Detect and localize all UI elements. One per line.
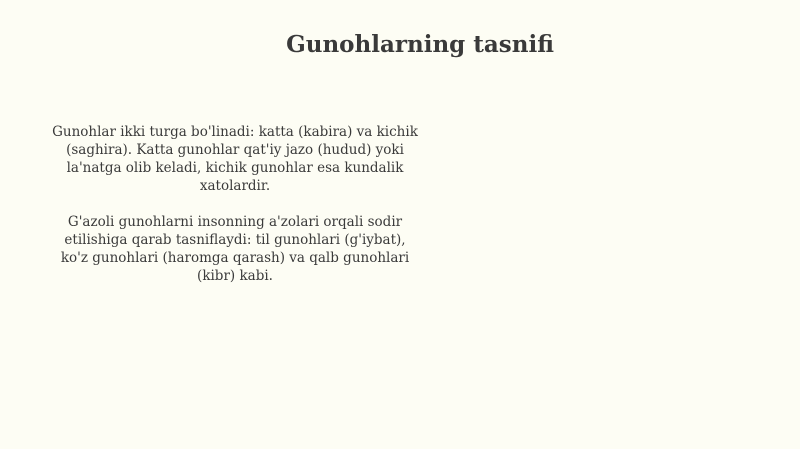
paragraph-sin-types: Gunohlar ikki turga bo'linadi: katta (kabira) va kichik (saghira). Katta gunohlar qat'iy jazo (hudud) yoki la'natga olib keladi, kichik gunohlar esa kundalik xatolardir.	[52, 124, 418, 194]
paragraph-ghazali-classification: G'azoli gunohlarni insonning a'zolari orqali sodir etilishiga qarab tasniflaydi: til gunohlari (g'iybat), ko'z gunohlari (haromga qarash) va qalb gunohlari (kibr) kabi.	[60, 214, 410, 284]
slide-body	[50, 123, 420, 303]
slide-title: Gunohlarning tasnifi	[286, 31, 554, 58]
